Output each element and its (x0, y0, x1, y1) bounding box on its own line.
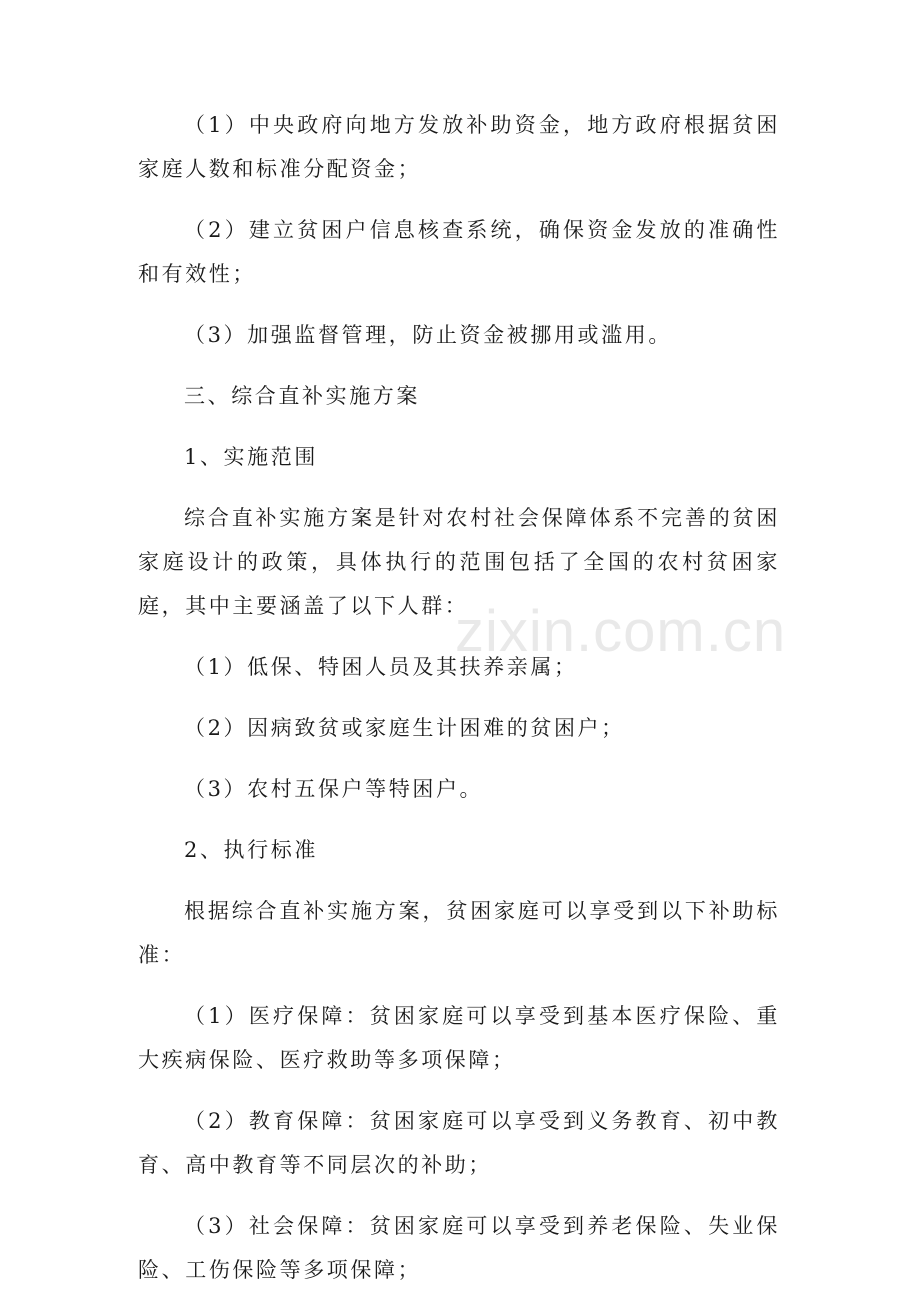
paragraph-scope-description: 综合直补实施方案是针对农村社会保障体系不完善的贫困家庭设计的政策，具体执行的范围包括了全国的农村贫困家庭，其中主要涵盖了以下人群： (138, 506, 780, 618)
watermark: zixin.com.cn (455, 599, 787, 664)
paragraph-standards-intro: 根据综合直补实施方案，贫困家庭可以享受到以下补助标准： (138, 899, 780, 967)
list-item-education: （2）教育保障：贫困家庭可以享受到义务教育、初中教育、高中教育等不同层次的补助； (138, 1109, 780, 1177)
section-heading-plan: 三、综合直补实施方案 (184, 384, 420, 408)
document-body (138, 103, 780, 1292)
list-item-low-income: （1）低保、特困人员及其扶养亲属； (184, 655, 578, 679)
list-item-illness-poverty: （2）因病致贫或家庭生计困难的贫困户； (184, 716, 625, 740)
list-item-medical: （1）医疗保障：贫困家庭可以享受到基本医疗保险、重大疾病保险、医疗救助等多项保障； (138, 1004, 780, 1072)
subheading-scope: 1、实施范围 (184, 445, 318, 469)
paragraph-info-verification: （2）建立贫困户信息核查系统，确保资金发放的准确性和有效性； (138, 218, 780, 286)
paragraph-supervision: （3）加强监督管理，防止资金被挪用或滥用。 (184, 323, 672, 347)
paragraph-central-funding: （1）中央政府向地方发放补助资金，地方政府根据贫困家庭人数和标准分配资金； (138, 113, 780, 181)
list-item-five-guarantee: （3）农村五保户等特困户。 (184, 777, 484, 801)
list-item-social: （3）社会保障：贫困家庭可以享受到养老保险、失业保险、工伤保险等多项保障； (138, 1214, 780, 1282)
subheading-standards: 2、执行标准 (184, 838, 318, 862)
